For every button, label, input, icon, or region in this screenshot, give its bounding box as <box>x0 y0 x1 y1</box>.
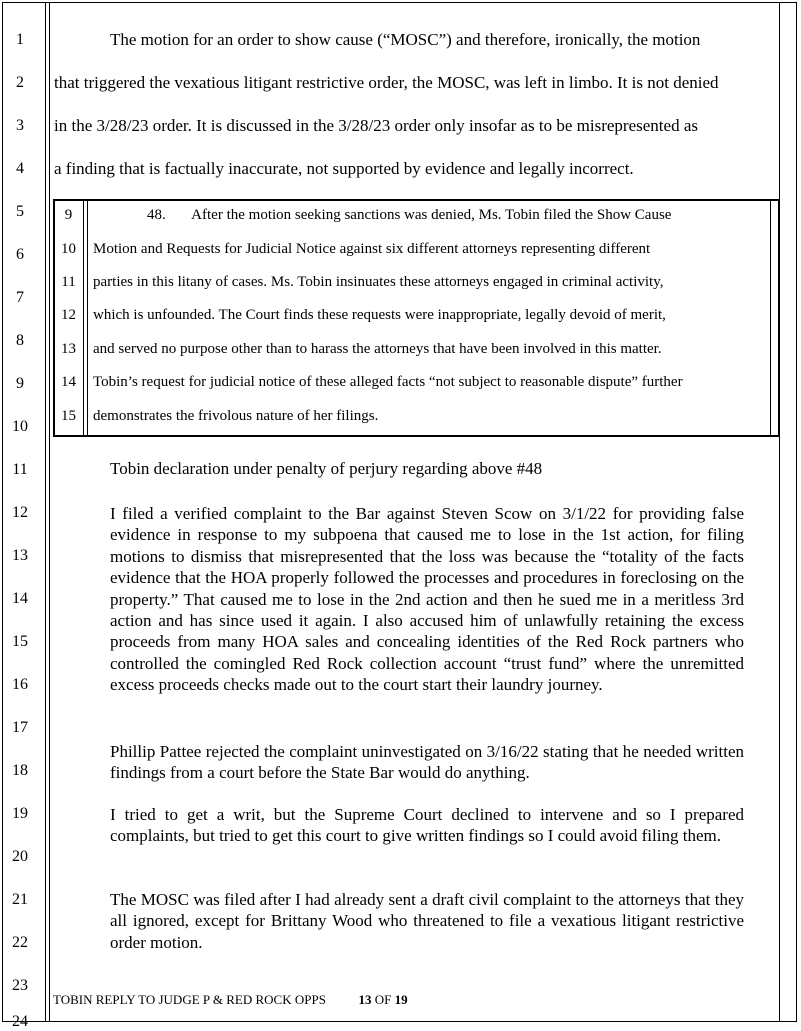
declaration-paragraph: I filed a verified complaint to the Bar against Steven Scow on 3/1/22 for providing false evidence in response to my subpoena that caused me to lose in the 1st action, for filing motions to dismiss that misrepresented that the loss was because the “totality of the facts evidence that the HOA properly followed the processes and procedures in foreclosing on the property.” That caused me to lose in the 2nd action and then he sued me in a meritless 3rd action and has since used it again. I also accused him of unlawfully retaining the excess proceeds from many HOA sales and concealing identities of the Red Rock partners who controlled the comingled Red Rock collection account “trust fund” where the unremitted excess proceeds checks made out to the court start their laundry journey. <box>110 504 744 695</box>
excerpt-line-number: 13 <box>61 341 76 357</box>
line-number: 12 <box>12 504 28 521</box>
line-number: 14 <box>12 590 28 607</box>
line-number: 13 <box>12 547 28 564</box>
declaration-heading: Tobin declaration under penalty of perjury regarding above #48 <box>110 459 543 478</box>
page-number-current: 13 <box>358 992 372 1007</box>
line-number: 8 <box>16 332 24 349</box>
excerpt-line-number: 10 <box>61 241 76 257</box>
excerpt-gutter-rule <box>83 201 84 435</box>
line-number: 2 <box>16 74 24 91</box>
line-number: 1 <box>16 31 24 48</box>
gutter-rule <box>45 3 46 1021</box>
line-number: 23 <box>12 977 28 994</box>
excerpt-line-number: 14 <box>61 374 76 390</box>
excerpt-line: demonstrates the frivolous nature of her filings. <box>93 408 379 424</box>
declaration-paragraph: The MOSC was filed after I had already sent a draft civil complaint to the attorneys that they all ignored, except for Brittany Wood who threatened to file a vexatious litigant restrictive order motion. <box>110 890 744 952</box>
line-number: 5 <box>16 203 24 220</box>
right-margin-rule <box>779 3 780 1021</box>
excerpt-line-number: 15 <box>61 408 76 424</box>
line-number: 6 <box>16 246 24 263</box>
excerpt-right-rule <box>770 201 771 435</box>
excerpt-line: Tobin’s request for judicial notice of these alleged facts “not subject to reasonable dispute” further <box>93 374 683 390</box>
excerpt-line-number: 11 <box>61 274 76 290</box>
excerpt-line: 48. After the motion seeking sanctions was denied, Ms. Tobin filed the Show Cause <box>147 207 672 223</box>
excerpt-gutter-rule <box>87 201 88 435</box>
line-number: 3 <box>16 117 24 134</box>
quoted-order-excerpt <box>53 199 780 437</box>
line-number: 16 <box>12 676 28 693</box>
line-number: 18 <box>12 762 28 779</box>
line-number: 9 <box>16 375 24 392</box>
excerpt-line: which is unfounded. The Court finds these requests were inappropriate, legally devoid of merit, <box>93 307 666 323</box>
line-number: 22 <box>12 934 28 951</box>
line-number: 24 <box>12 1013 28 1030</box>
intro-line: that triggered the vexatious litigant restrictive order, the MOSC, was left in limbo. It is not denied <box>54 73 719 92</box>
excerpt-line: and served no purpose other than to harass the attorneys that have been involved in this matter. <box>93 341 662 357</box>
line-number: 21 <box>12 891 28 908</box>
gutter-rule <box>49 3 50 1021</box>
line-number: 10 <box>12 418 28 435</box>
excerpt-line: Motion and Requests for Judicial Notice against six different attorneys representing different <box>93 241 651 257</box>
excerpt-line-number: 9 <box>64 207 73 223</box>
excerpt-line: parties in this litany of cases. Ms. Tobin insinuates these attorneys engaged in criminal activity, <box>93 274 664 290</box>
line-number: 11 <box>12 461 28 478</box>
line-number: 4 <box>16 160 24 177</box>
line-number: 17 <box>12 719 28 736</box>
intro-line: a finding that is factually inaccurate, not supported by evidence and legally incorrect. <box>54 159 634 178</box>
line-number: 20 <box>12 848 28 865</box>
excerpt-line-number: 12 <box>61 307 76 323</box>
declaration-paragraph: I tried to get a writ, but the Supreme Court declined to intervene and so I prepared complaints, but tried to get this court to give written findings so I could avoid filing them. <box>110 805 744 846</box>
line-number: 7 <box>16 289 24 306</box>
intro-line: in the 3/28/23 order. It is discussed in the 3/28/23 order only insofar as to be misrepresented as <box>54 116 698 135</box>
page-number-of: OF <box>374 992 392 1007</box>
declaration-paragraph: Phillip Pattee rejected the complaint uninvestigated on 3/16/22 stating that he needed written findings from a court before the State Bar would do anything. <box>110 742 744 783</box>
intro-line: The motion for an order to show cause (“MOSC”) and therefore, ironically, the motion <box>110 30 701 49</box>
page-number-total: 19 <box>394 992 408 1007</box>
line-number: 15 <box>12 633 28 650</box>
footer-title: TOBIN REPLY TO JUDGE P & RED ROCK OPPS <box>53 992 326 1007</box>
page-footer <box>53 992 408 1008</box>
line-number: 19 <box>12 805 28 822</box>
